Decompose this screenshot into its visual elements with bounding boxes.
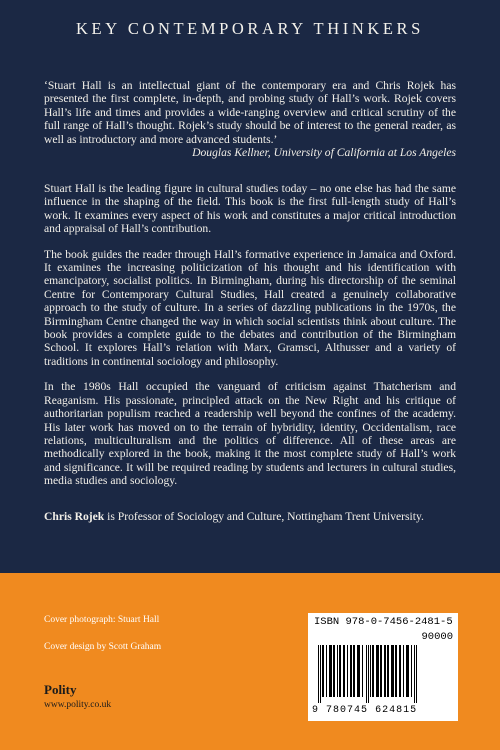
- barcode-bar: [357, 645, 360, 697]
- barcode-bar: [380, 645, 382, 697]
- barcode-bar: [370, 645, 371, 697]
- publisher-url: www.polity.co.uk: [44, 700, 112, 710]
- author-bio: [44, 510, 456, 523]
- barcode-box: [308, 613, 458, 721]
- ean-digits: 9 780745 624815: [312, 705, 418, 716]
- barcode-bar: [362, 645, 363, 697]
- barcode-bar: [391, 645, 394, 697]
- barcode-bar: [350, 645, 352, 697]
- barcode-bar: [387, 645, 389, 697]
- barcode-bar: [411, 645, 412, 697]
- author-name: Chris Rojek: [44, 509, 105, 523]
- endorsement-text: ‘Stuart Hall is an intellectual giant of the contemporary era and Chris Rojek has presented the first complete, in-depth, and probing study of Hall’s work. Rojek covers Hall’s life and times and provides a wide-ranging overview and critical scrutiny of the full range of Hall’s thought. Rojek’s study should be of interest to the general reader, as well as introductory and more advanced students.’: [44, 79, 456, 146]
- description-paragraph: The book guides the reader through Hall’s formative experience in Jamaica and Oxford. It examines the increasing politicization of his thought and his identification with emancipatory, socialist politics. In Birmingham, during his directorship of the seminal Centre for Contemporary Cultural Studies, Hall created a genuinely collaborative approach to the study of culture. In a series of dazzling publications in the 1970s, the Birmingham Centre changed the way in which social scientists think about culture. The book provides a complete guide to the debates and contribution of the Birmingham School. It explores Hall’s relation with Marx, Gramsci, Althusser and a variety of traditions in continental sociology and philosophy.: [44, 247, 456, 368]
- barcode-bar: [384, 645, 386, 697]
- barcode-bar: [347, 645, 348, 697]
- barcode-bar: [372, 645, 374, 697]
- barcode-bar: [366, 645, 367, 703]
- endorsement-attribution: Douglas Kellner, University of California at Los Angeles: [192, 146, 456, 160]
- barcode-bar: [337, 645, 338, 697]
- barcode-bar: [329, 645, 332, 697]
- barcode-bar: [395, 645, 397, 697]
- barcode-bar: [318, 645, 319, 703]
- author-bio-text: is Professor of Sociology and Culture, Nottingham Trent University.: [104, 509, 424, 523]
- barcode-bar: [326, 645, 327, 697]
- barcode-bar: [322, 645, 324, 697]
- description-paragraph: Stuart Hall is the leading figure in cultural studies today – no one else has had the same influence in the shaping of the field. This book is the first full-length study of Hall’s work. It examines every aspect of his work and constitutes a major critical introduction and appraisal of Hall’s contribution.: [44, 182, 456, 236]
- price-code: 90000: [421, 631, 453, 643]
- endorsement-quote: [44, 79, 456, 159]
- isbn-text: ISBN 978-0-7456-2481-5: [314, 616, 453, 628]
- barcode-bar: [343, 645, 345, 697]
- book-description: [44, 182, 456, 535]
- barcode-bar: [416, 645, 417, 703]
- barcode-bar: [320, 645, 321, 703]
- barcode-bar: [339, 645, 341, 697]
- barcode-bar: [376, 645, 379, 697]
- barcode-bar: [353, 645, 355, 697]
- barcode-bar: [403, 645, 404, 697]
- design-credit: Cover design by Scott Graham: [44, 642, 162, 652]
- publisher-name: Polity: [44, 682, 77, 697]
- barcode-bar: [333, 645, 335, 697]
- photo-credit: Cover photograph: Stuart Hall: [44, 615, 160, 625]
- barcode-bar: [406, 645, 409, 697]
- barcode-icon: [314, 645, 452, 705]
- orange-panel: [0, 573, 500, 750]
- description-paragraph: In the 1980s Hall occupied the vanguard of criticism against Thatcherism and Reaganism. His passionate, principled attack on the New Right and his critique of authoritarian populism reached a readership well beyond the confines of the academy. His later work has moved on to the terrain of hybridity, identity, Occidentalism, race relations, multiculturalism and the politics of difference. All of these areas are methodically explored in the book, making it the most complete study of Hall’s work and significance. It will be required reading by students and lecturers in cultural studies, media studies and sociology.: [44, 380, 456, 488]
- barcode-bar: [414, 645, 415, 703]
- barcode-bar: [368, 645, 369, 703]
- barcode-bar: [399, 645, 401, 697]
- series-title: KEY CONTEMPORARY THINKERS: [76, 19, 424, 38]
